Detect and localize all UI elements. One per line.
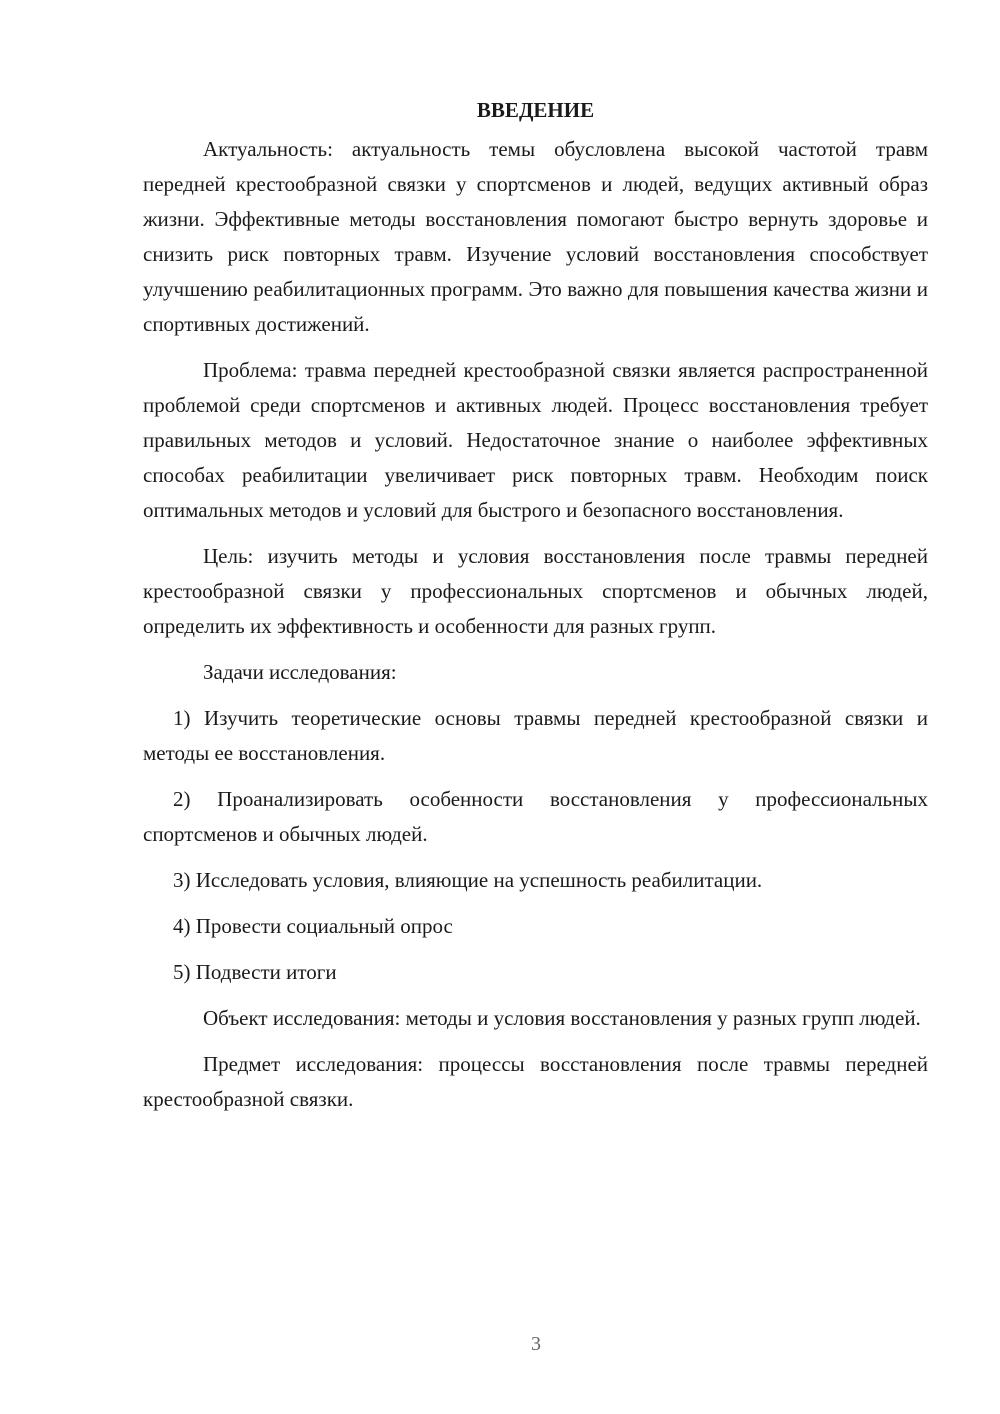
- problem-paragraph: Проблема: травма передней крестообразной связки является распространенной проблемой среди спортсменов и активных людей. Процесс восстановления требует правильных методов и условий. Недостаточное знание о наиболее эффективных способах реабилитации увеличивает риск повторных травм. Необходим поиск оптимальных методов и условий для быстрого и безопасного восстановления.: [143, 358, 928, 522]
- list-item: 1) Изучить теоретические основы травмы передней крестообразной связки и методы ее восстановления.: [143, 706, 928, 765]
- object-paragraph: Объект исследования: методы и условия восстановления у разных групп людей.: [203, 1006, 921, 1030]
- list-item: 3) Исследовать условия, влияющие на успешность реабилитации.: [173, 868, 763, 892]
- page-number: 3: [531, 1333, 541, 1355]
- relevance-paragraph: Актуальность: актуальность темы обусловлена высокой частотой травм передней крестообразной связки у спортсменов и людей, ведущих активный образ жизни. Эффективные методы восстановления помогают быстро вернуть здоровье и снизить риск повторных травм. Изучение условий восстановления способствует улучшению реабилитационных программ. Это важно для повышения качества жизни и спортивных достижений.: [143, 137, 928, 336]
- list-item: 5) Подвести итоги: [173, 960, 337, 984]
- tasks-title: Задачи исследования:: [203, 660, 397, 684]
- list-item: 4) Провести социальный опрос: [173, 914, 453, 938]
- document-body: [143, 93, 928, 1128]
- goal-paragraph: Цель: изучить методы и условия восстановления после травмы передней крестообразной связки у профессиональных спортсменов и обычных людей, определить их эффективность и особенности для разных групп.: [143, 544, 928, 638]
- subject-paragraph: Предмет исследования: процессы восстановления после травмы передней крестообразной связки.: [143, 1052, 928, 1111]
- tasks-list: [143, 701, 928, 990]
- page-title: ВВЕДЕНИЕ: [476, 98, 595, 122]
- list-item: 2) Проанализировать особенности восстановления у профессиональных спортсменов и обычных людей.: [143, 787, 928, 846]
